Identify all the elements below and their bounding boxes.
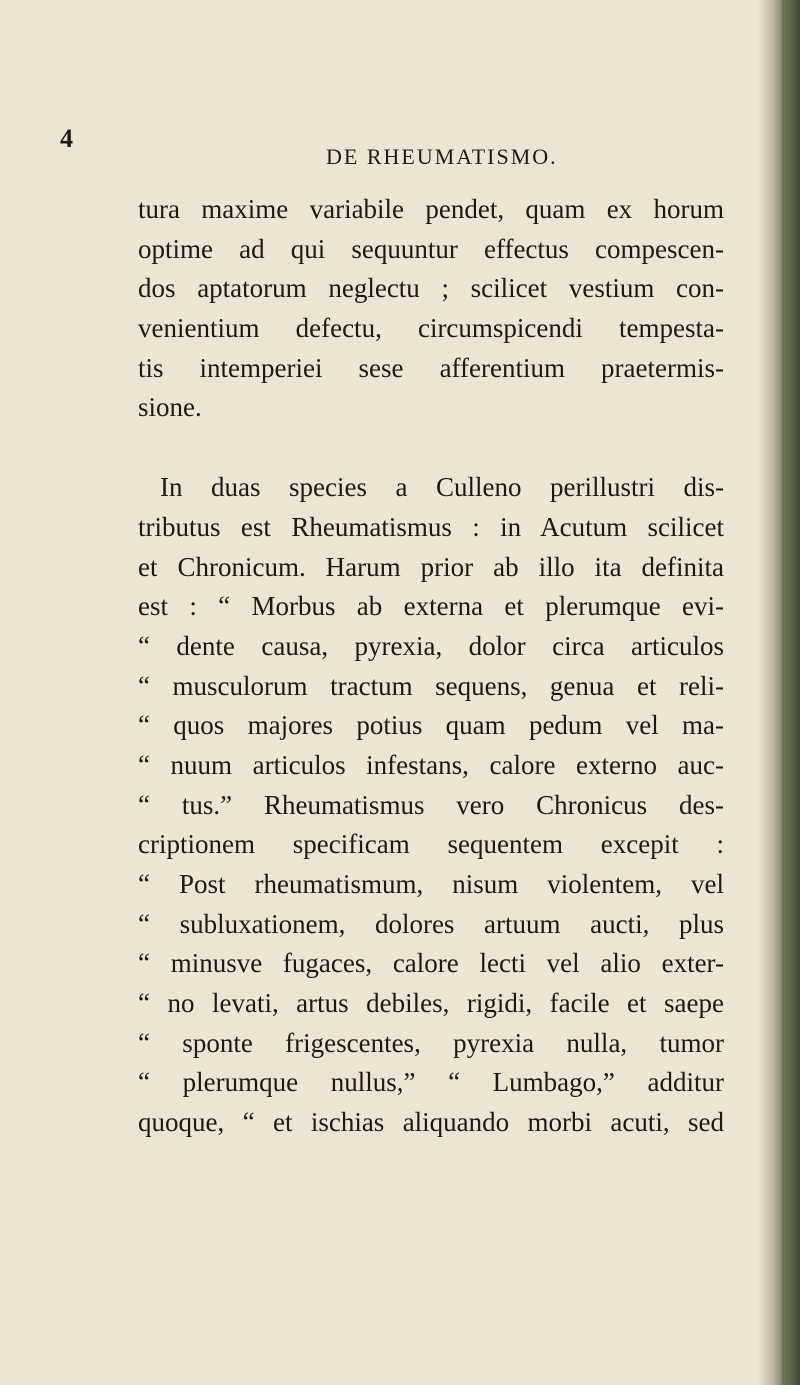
page-spine-shadow <box>758 0 800 1385</box>
text-line: et Chronicum. Harum prior ab illo ita definita <box>138 551 724 582</box>
text-line: venientium defectu, circumspicendi tempesta- <box>138 313 724 344</box>
text-line: “ quos majores potius quam pedum vel ma- <box>138 710 724 741</box>
text-line: “ no levati, artus debiles, rigidi, facile et saepe <box>138 988 724 1019</box>
text-line: “ nuum articulos infestans, calore externo auc- <box>138 749 724 780</box>
page-number: 4 <box>60 124 73 153</box>
text-line: In duas species a Culleno perillustri dis- <box>160 472 724 503</box>
text-line: “ Post rheumatismum, nisum violentem, vel <box>138 869 724 899</box>
text-line: tura maxime variabile pendet, quam ex horum <box>138 194 724 224</box>
text-line: tis intemperiei sese afferentium praetermis- <box>138 352 724 383</box>
text-line: “ plerumque nullus,” “ Lumbago,” additur <box>138 1067 724 1098</box>
text-line: sione. <box>138 392 202 423</box>
text-line: quoque, “ et ischias aliquando morbi acuti, sed <box>138 1107 724 1138</box>
text-line: “ musculorum tractum sequens, genua et reli- <box>138 670 724 701</box>
text-line: dos aptatorum neglectu ; scilicet vestium con- <box>138 273 724 304</box>
text-line: “ tus.” Rheumatismus vero Chronicus des- <box>138 789 724 820</box>
running-head: DE RHEUMATISMO. <box>326 144 558 169</box>
text-line: “ dente causa, pyrexia, dolor circa articulos <box>138 630 724 661</box>
text-line: “ minusve fugaces, calore lecti vel alio exter- <box>138 948 724 979</box>
body-text <box>138 190 724 1143</box>
text-line: tributus est Rheumatismus : in Acutum scilicet <box>138 511 724 542</box>
text-line: optime ad qui sequuntur effectus compescen- <box>138 233 724 264</box>
text-line: criptionem specificam sequentem excepit : <box>138 829 724 860</box>
page-spine-edge <box>782 0 788 1385</box>
paragraph-gap <box>138 428 724 468</box>
text-line: est : “ Morbus ab externa et plerumque evi- <box>138 591 724 622</box>
text-line: “ subluxationem, dolores artuum aucti, plus <box>138 908 724 939</box>
text-line: “ sponte frigescentes, pyrexia nulla, tumor <box>138 1027 724 1058</box>
